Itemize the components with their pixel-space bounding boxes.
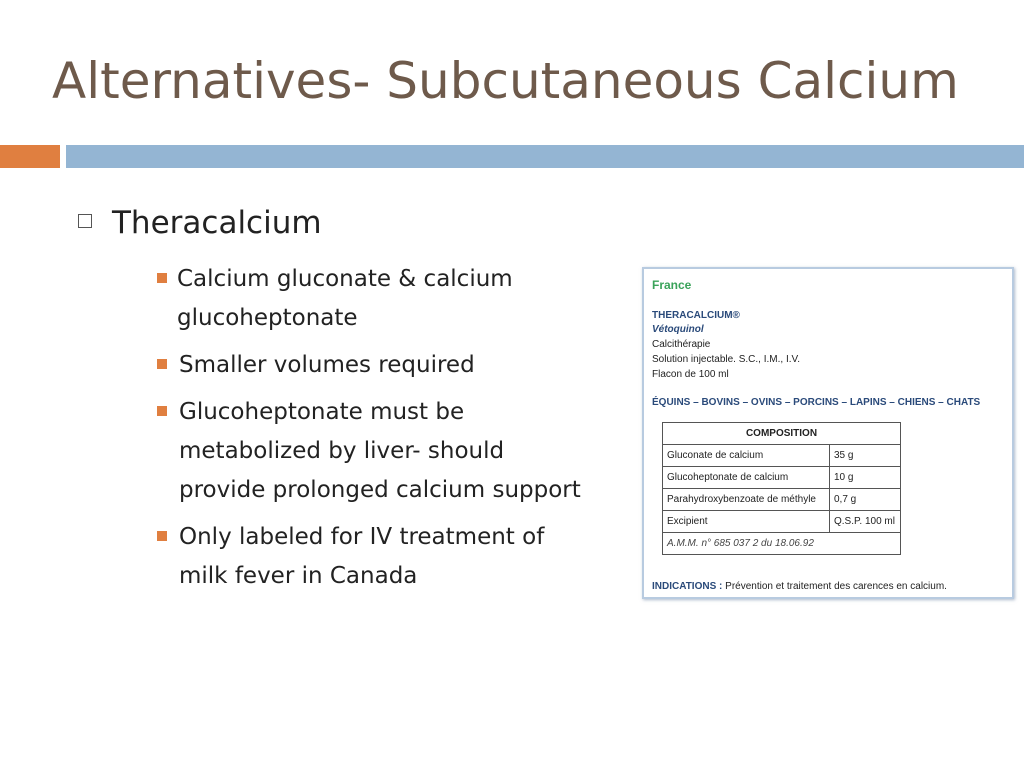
country-label: France	[652, 278, 692, 292]
indications-text: Prévention et traitement des carences en calcium.	[722, 581, 947, 592]
ingredient-amount: Q.S.P. 100 ml	[830, 511, 901, 533]
slide-title: Alternatives- Subcutaneous Calcium	[52, 52, 959, 110]
manufacturer: Vétoquinol	[652, 324, 704, 335]
indications-label: INDICATIONS :	[652, 581, 723, 592]
table-row	[663, 489, 901, 511]
ingredient-name: Glucoheptonate de calcium	[663, 467, 830, 489]
composition-table	[662, 422, 901, 555]
product-line: Calcithérapie	[652, 339, 711, 350]
bullet-level1-text: Theracalcium	[112, 205, 322, 241]
amm-number: A.M.M. n° 685 037 2 du 18.06.92	[663, 533, 901, 555]
ingredient-amount: 35 g	[830, 445, 901, 467]
bullet-item: Smaller volumes required	[153, 346, 593, 385]
ingredient-name: Gluconate de calcium	[663, 445, 830, 467]
ingredient-name: Parahydroxybenzoate de méthyle	[663, 489, 830, 511]
bullet-list	[153, 260, 593, 604]
table-row	[663, 511, 901, 533]
composition-header: COMPOSITION	[663, 423, 901, 445]
product-line: Solution injectable. S.C., I.M., I.V.	[652, 354, 801, 365]
bullet-level1	[78, 205, 322, 241]
species-list: ÉQUINS – BOVINS – OVINS – PORCINS – LAPINS – CHIENS – CHATS	[652, 397, 981, 408]
accent-bar-orange	[0, 145, 60, 168]
indications	[652, 581, 947, 592]
ingredient-amount: 0,7 g	[830, 489, 901, 511]
ingredient-name: Excipient	[663, 511, 830, 533]
product-label-image	[642, 267, 1014, 599]
ingredient-amount: 10 g	[830, 467, 901, 489]
product-line: Flacon de 100 ml	[652, 369, 729, 380]
table-row	[663, 445, 901, 467]
bullet-item: Calcium gluconate & calcium glucoheptonate	[153, 260, 593, 338]
product-name: THERACALCIUM®	[652, 310, 740, 321]
square-bullet-icon	[78, 214, 92, 228]
bullet-item: Only labeled for IV treatment of milk fever in Canada	[153, 518, 593, 596]
accent-bar-blue	[66, 145, 1024, 168]
bullet-item: Glucoheptonate must be metabolized by liver- should provide prolonged calcium support	[153, 393, 593, 510]
table-row	[663, 533, 901, 555]
table-row	[663, 467, 901, 489]
